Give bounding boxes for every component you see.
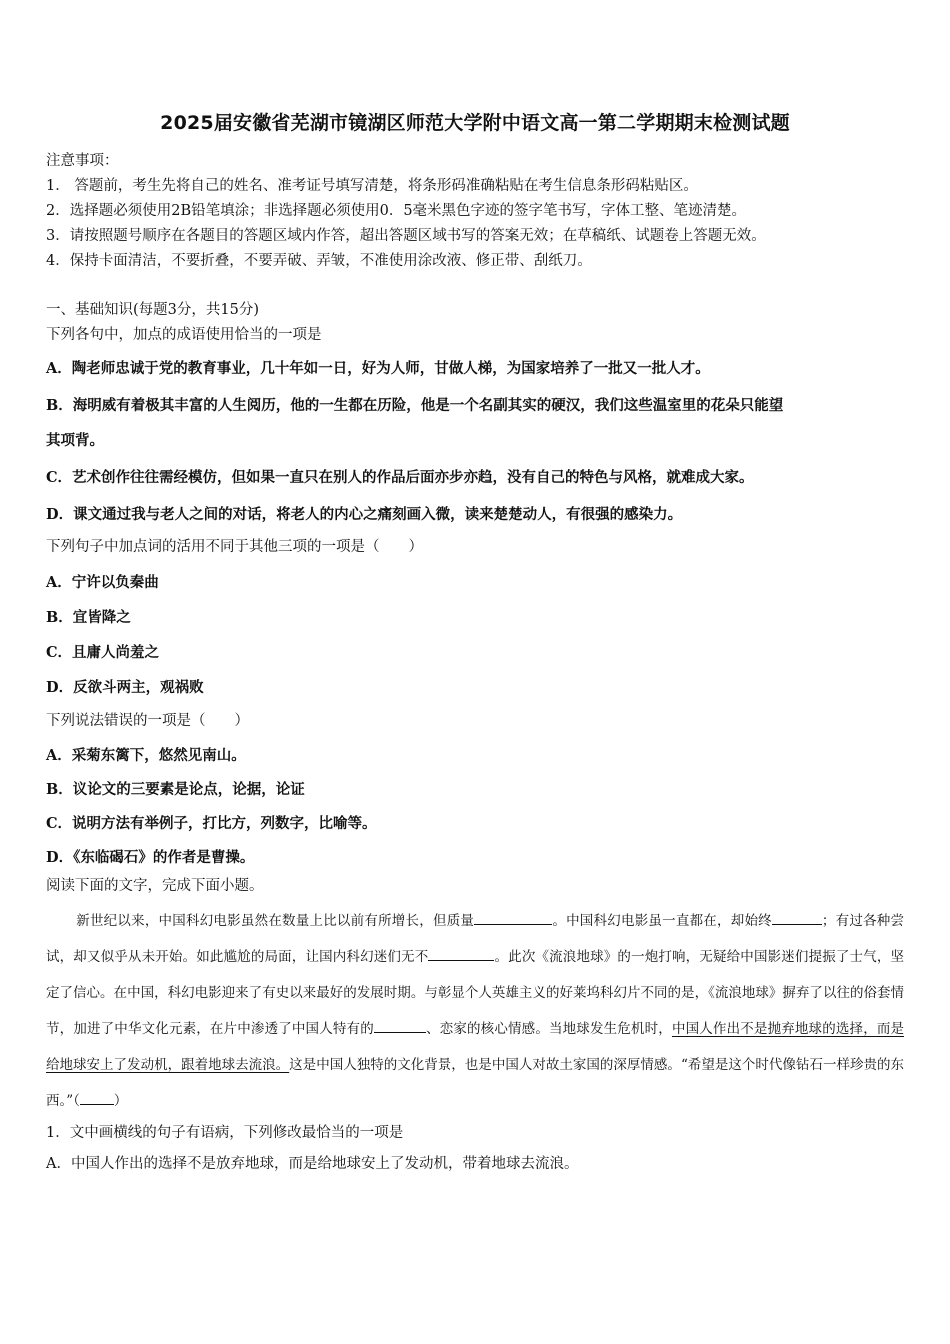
question-stem: 下列句子中加点词的活用不同于其他三项的一项是（ ）: [46, 539, 423, 555]
question-stem: 1．文中画横线的句子有语病，下列修改最恰当的一项是: [46, 1125, 404, 1141]
notice-item: 4．保持卡面清洁，不要折叠，不要弄破、弄皱，不准使用涂改液、修正带、刮纸刀。: [46, 253, 592, 269]
fill-blank: [374, 1018, 426, 1033]
notice-block: [46, 149, 904, 274]
notice-item: 2．选择题必须使用2B铅笔填涂；非选择题必须使用0．5毫米黑色字迹的签字笔书写，字体工整、笔迹清楚。: [46, 203, 747, 219]
question-option: C．且庸人尚羞之: [46, 644, 160, 661]
question-option-continued: 其项背。: [46, 432, 104, 449]
fill-blank: [772, 910, 822, 925]
passage-text: 。此次《流浪地球》的一炮打响，无疑给中国影迷们提振了士气，坚定了信心。在中国，科幻电影迎来了有史以来最好的发展时期。与彰显个人英雄主义的好莱坞科幻片不同的是，《流浪地球》摒弃了以往的俗套情节，加进了中华文化元素，在片中渗透了中国人特有的: [46, 949, 905, 1037]
question-option: C．艺术创作往往需经模仿，但如果一直只在别人的作品后面亦步亦趋，没有自己的特色与风格，就难成大家。: [46, 469, 754, 486]
question-option: B．宜皆降之: [46, 609, 131, 626]
question-stem: 下列各句中，加点的成语使用恰当的一项是: [46, 327, 322, 343]
exam-title: 2025届安徽省芜湖市镜湖区师范大学附中语文高一第二学期期末检测试题: [160, 112, 790, 134]
passage-text: ；有过各种尝试，却又似乎从未开始。如此尴尬的局面，让国内科幻迷们无不: [46, 913, 905, 965]
question-option: A．采菊东篱下，悠然见南山。: [46, 747, 246, 764]
fill-blank: [428, 946, 494, 961]
question-option: A．陶老师忠诚于党的教育事业，几十年如一日，好为人师，甘做人梯，为国家培养了一批又一批人才。: [46, 360, 710, 377]
question-option: A．宁许以负秦曲: [46, 574, 159, 591]
question-option: C．说明方法有举例子，打比方，列数字，比喻等。: [46, 815, 377, 832]
reading-intro: 阅读下面的文字，完成下面小题。: [46, 878, 264, 894]
underlined-sentence: 中国人作出不是抛弃地球的选择，而是给地球安上了发动机，跟着地球去流浪。: [46, 1021, 905, 1073]
notice-heading: 注意事项：: [46, 153, 119, 169]
question-option: B．海明威有着极其丰富的人生阅历，他的一生都在历险，他是一个名副其实的硬汉，我们这些温室里的花朵只能望: [46, 397, 784, 414]
passage-text: 。中国科幻电影虽一直都在，却始终: [552, 913, 772, 929]
question-stem: 下列说法错误的一项是（ ）: [46, 713, 249, 729]
passage-text: 、恋家的核心情感。当地球发生危机时，: [425, 1021, 672, 1037]
question-option: D．《东临碣石》的作者是曹操。: [46, 849, 255, 866]
question-option: A．中国人作出的选择不是放弃地球，而是给地球安上了发动机，带着地球去流浪。: [46, 1156, 579, 1172]
fill-blank: [474, 910, 552, 925]
passage-text: 新世纪以来，中国科幻电影虽然在数量上比以前有所增长，但质量: [76, 913, 475, 929]
reading-passage: [46, 903, 904, 1119]
question-option: B．议论文的三要素是论点，论据，论证: [46, 781, 305, 798]
passage-text: ）: [113, 1093, 128, 1109]
notice-item: 3．请按照题号顺序在各题目的答题区域内作答，超出答题区域书写的答案无效；在草稿纸、试题卷上答题无效。: [46, 228, 766, 244]
passage-text: 这是中国人独特的文化背景，也是中国人对故土家国的深厚情感。“希望是这个时代像钻石一样珍贵的东西。”（: [46, 1057, 904, 1109]
question-option: D．反欲斗两主，观祸败: [46, 679, 204, 696]
fill-blank: [80, 1090, 114, 1105]
question-option: D．课文通过我与老人之间的对话，将老人的内心之痛刻画入微，读来楚楚动人，有很强的感染力。: [46, 506, 683, 523]
section-basic-knowledge: [46, 298, 904, 870]
notice-item: 1． 答题前，考生先将自己的姓名、准考证号填写清楚，将条形码准确粘贴在考生信息条形码粘贴区。: [46, 178, 698, 194]
section-heading: 一、基础知识(每题3分，共15分): [46, 302, 259, 318]
reading-section: [46, 874, 904, 1177]
